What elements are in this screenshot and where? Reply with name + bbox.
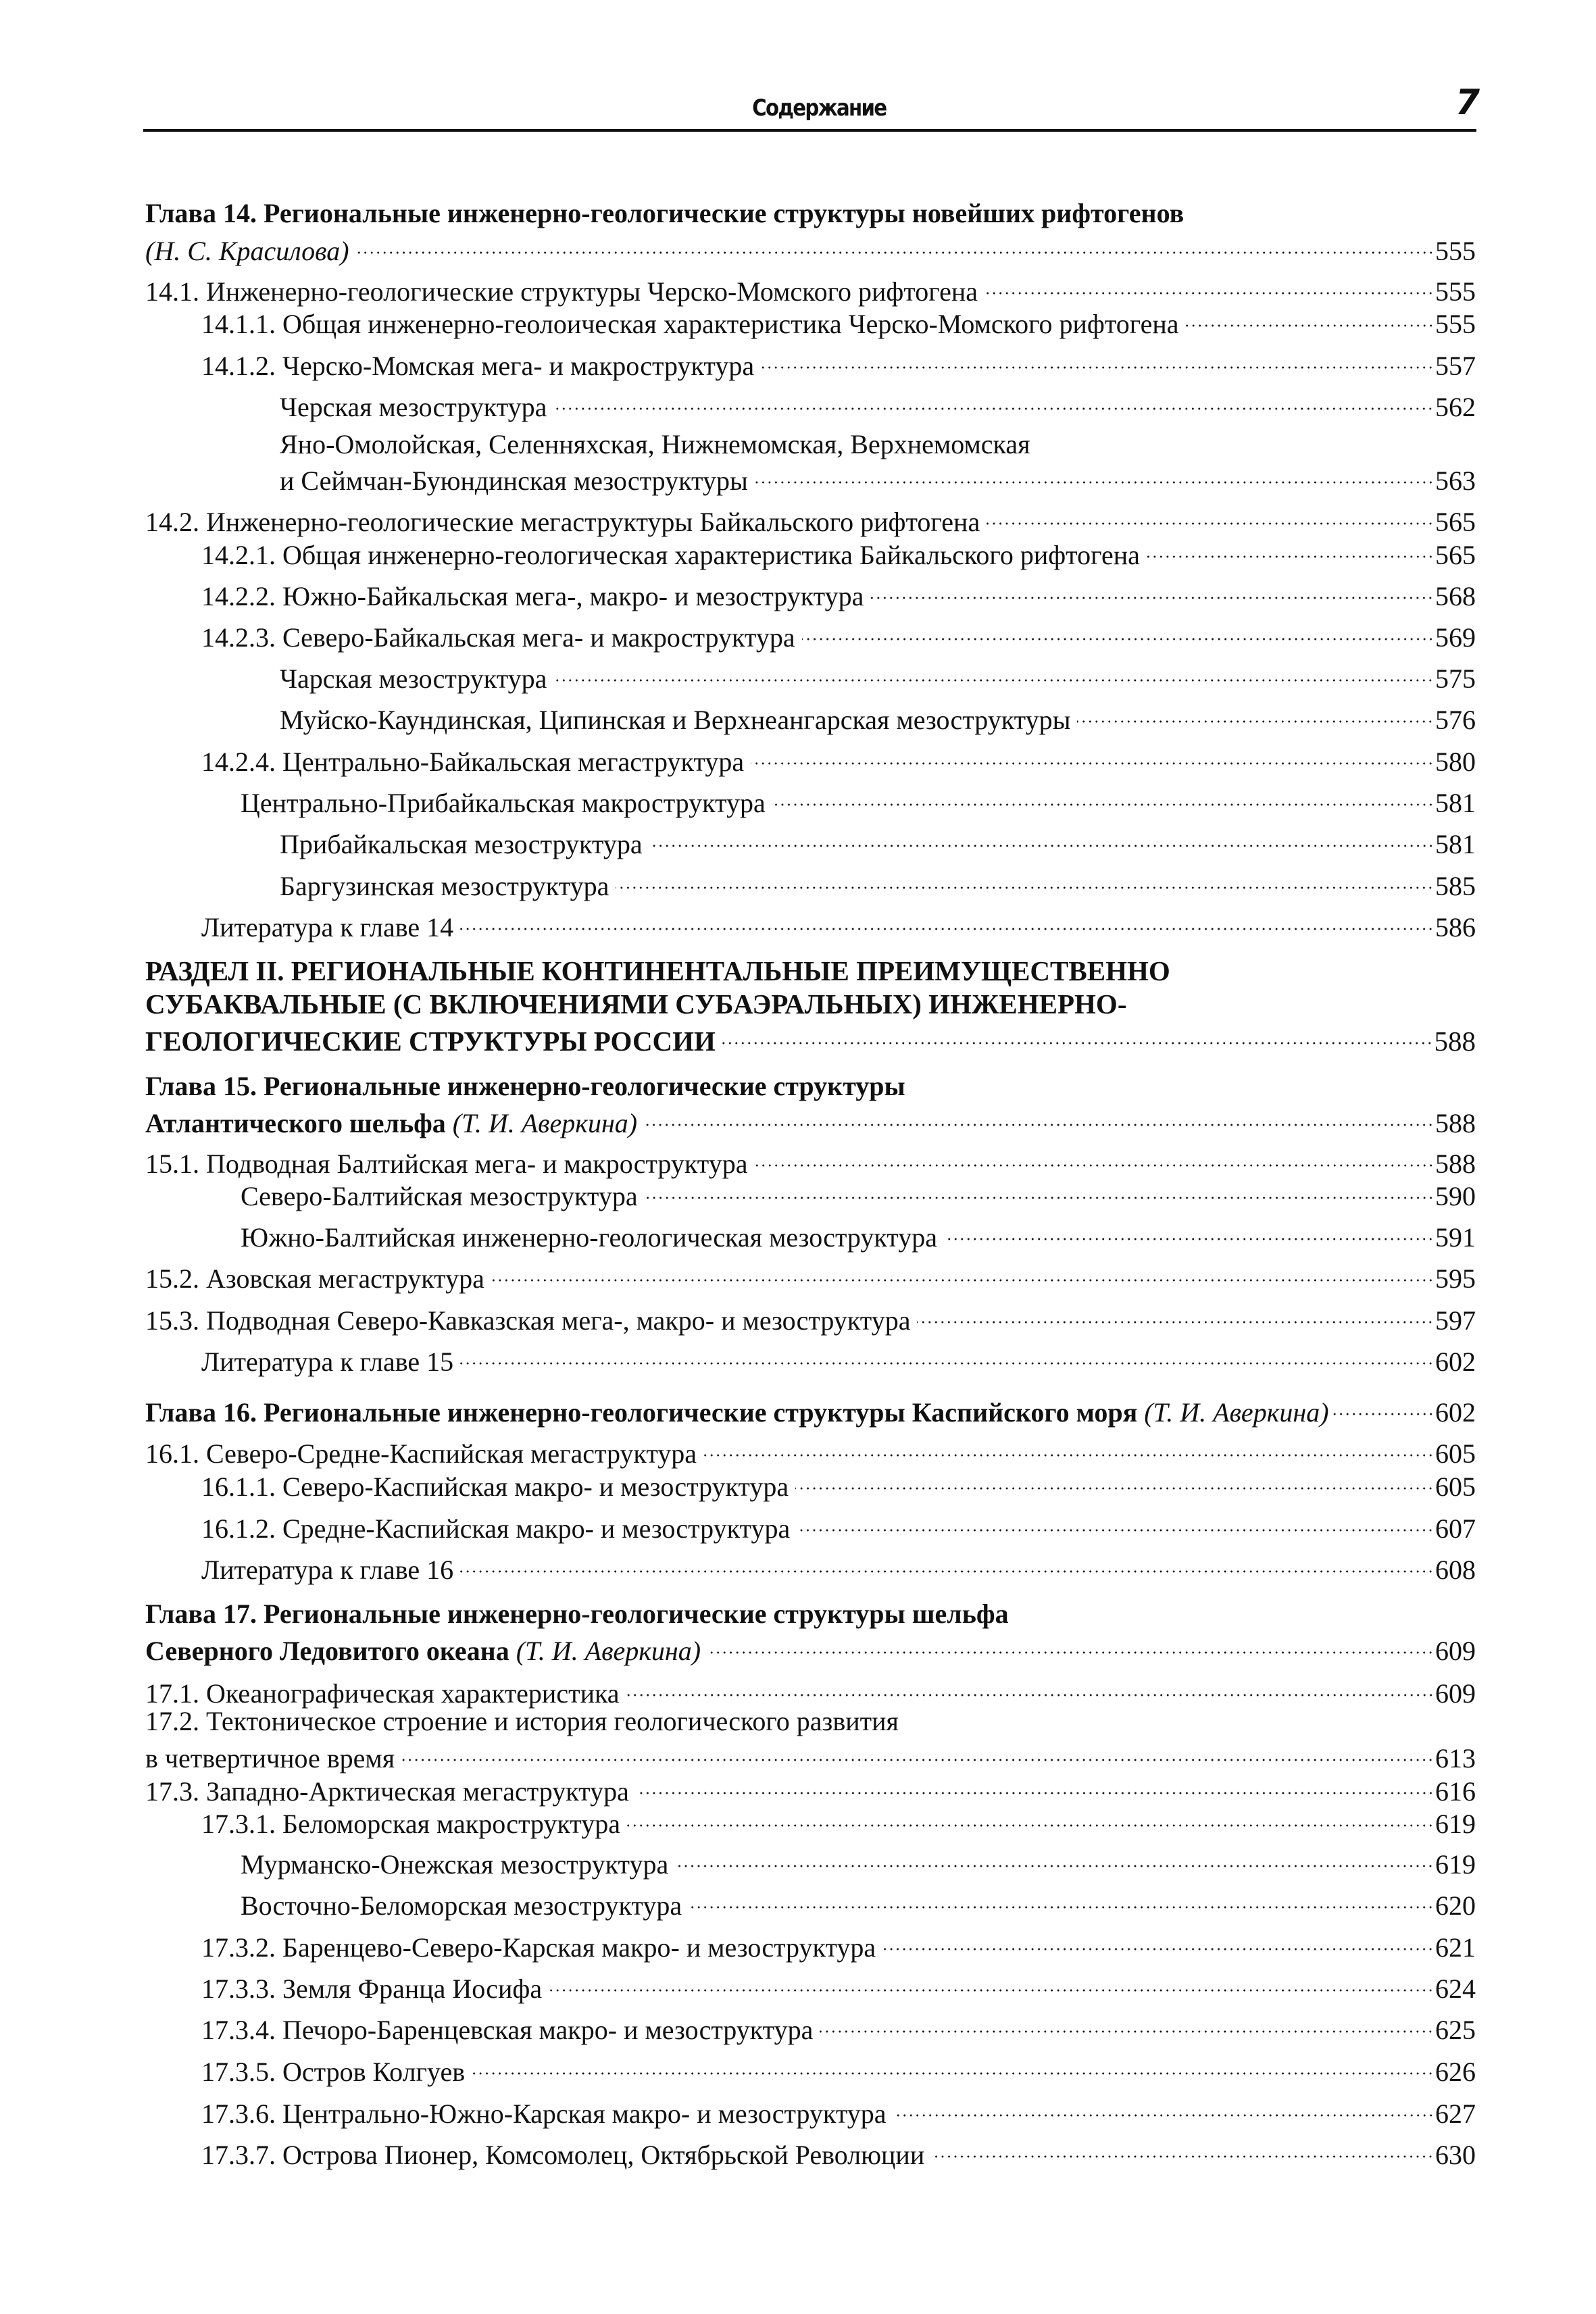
- page-ref: 562: [1435, 392, 1476, 422]
- toc-entry[interactable]: 17.3.4. Печоро-Баренцевская макро- и мезоструктура 625: [201, 2012, 1476, 2039]
- toc-entry[interactable]: 15.3. Подводная Северо-Кавказская мега-, макро- и мезоструктура 597: [145, 1303, 1476, 1330]
- toc-entry[interactable]: Чарская мезоструктура 575: [280, 661, 1476, 688]
- page-ref: 619: [1435, 1809, 1476, 1839]
- header-rule: [143, 129, 1476, 132]
- toc-entry[interactable]: 14.2.4. Центрально-Байкальская мегаструктура 580: [201, 744, 1476, 771]
- toc-entry[interactable]: 17.3.2. Баренцево-Северо-Карская макро- и мезоструктура 621: [201, 1930, 1476, 1957]
- dot-leader: [870, 578, 1434, 605]
- toc-entry[interactable]: Мурманско-Онежская мезоструктура 619: [241, 1846, 1476, 1873]
- dot-leader: [1186, 306, 1434, 333]
- toc-entry[interactable]: 16.1. Северо-Средне-Каспийская мегаструктура 605: [145, 1436, 1476, 1463]
- page-ref: 608: [1435, 1555, 1476, 1585]
- page-ref: 602: [1435, 1347, 1476, 1377]
- dot-leader: [772, 785, 1434, 812]
- toc-chapter-15-title[interactable]: Глава 15. Региональные инженерно-геологические структуры: [145, 1071, 905, 1101]
- toc-entry[interactable]: Баргузинская мезоструктура 585: [280, 868, 1476, 895]
- toc-entry[interactable]: Муйско-Каундинская, Ципинская и Верхнеангарская мезоструктуры 576: [280, 702, 1476, 729]
- dot-leader: [356, 233, 1434, 260]
- dot-leader: [401, 1740, 1434, 1767]
- page-ref: 597: [1435, 1305, 1476, 1336]
- toc-entry[interactable]: Центрально-Прибайкальская макроструктура 581: [241, 785, 1476, 812]
- toc-entry[interactable]: Восточно-Беломорская мезоструктура 620: [241, 1888, 1476, 1915]
- dot-leader: [751, 744, 1434, 771]
- toc-entry[interactable]: 14.1.1. Общая инженерно-геолоическая характеристика Черско-Момского рифтогена 555: [201, 306, 1476, 333]
- page-ref: 625: [1435, 2015, 1476, 2045]
- page-ref: 602: [1435, 1397, 1476, 1428]
- dot-leader: [616, 868, 1434, 895]
- dot-leader: [460, 1344, 1434, 1371]
- page-ref: 620: [1435, 1890, 1476, 1921]
- toc-chapter-16-entry[interactable]: Глава 16. Региональные инженерно-геологические структуры Каспийского моря (Т. И. Аверкина) 602: [145, 1394, 1476, 1422]
- toc-entry-references[interactable]: Литература к главе 15 602: [201, 1344, 1476, 1371]
- toc-entry[interactable]: в четвертичное время 613: [145, 1740, 1476, 1767]
- toc-entry-line1[interactable]: Яно-Омолойская, Селенняхская, Нижнемомская, Верхнемомская: [280, 429, 1030, 459]
- page-ref: 555: [1435, 236, 1476, 266]
- page-ref: 626: [1435, 2057, 1476, 2087]
- dot-leader: [460, 909, 1434, 936]
- toc-chapter-15-entry[interactable]: Атлантического шельфа (Т. И. Аверкина) 588: [145, 1105, 1476, 1132]
- page-ref: 609: [1435, 1636, 1476, 1666]
- author: (Н. С. Красилова): [145, 236, 349, 266]
- toc-entry[interactable]: Прибайкальская мезоструктура 581: [280, 826, 1476, 853]
- toc-entry[interactable]: 17.3.1. Беломорская макроструктура 619: [201, 1806, 1476, 1833]
- dot-leader: [675, 1846, 1434, 1873]
- dot-leader: [984, 274, 1434, 301]
- page-ref: 563: [1435, 466, 1476, 496]
- toc-entry[interactable]: и Сеймчан-Буюндинская мезоструктуры 563: [280, 463, 1476, 490]
- dot-leader: [553, 661, 1434, 688]
- author: (Т. И. Аверкина): [1144, 1397, 1329, 1428]
- dot-leader: [931, 2137, 1434, 2164]
- page-ref: 624: [1435, 1973, 1476, 2004]
- dot-leader: [944, 1219, 1434, 1247]
- dot-leader: [882, 1930, 1434, 1957]
- dot-leader: [893, 2096, 1434, 2123]
- page-ref: 627: [1435, 2098, 1476, 2129]
- dot-leader: [820, 2012, 1434, 2039]
- dot-leader: [755, 1146, 1434, 1173]
- page-ref: 613: [1435, 1743, 1476, 1774]
- dot-leader: [755, 463, 1434, 490]
- page-ref: 575: [1435, 663, 1476, 694]
- page-ref: 555: [1435, 309, 1476, 339]
- dot-leader: [549, 1971, 1434, 1998]
- toc-entry[interactable]: 16.1.2. Средне-Каспийская макро- и мезоструктура 607: [201, 1511, 1476, 1538]
- page-ref: 581: [1435, 788, 1476, 818]
- page-ref: 586: [1435, 912, 1476, 942]
- toc-entry[interactable]: 17.3.3. Земля Франца Иосифа 624: [201, 1971, 1476, 1998]
- dot-leader: [761, 348, 1434, 375]
- author: (Т. И. Аверкина): [452, 1108, 638, 1138]
- page-ref: 607: [1435, 1513, 1476, 1544]
- page-ref: 585: [1435, 871, 1476, 901]
- dot-leader: [1077, 702, 1434, 729]
- toc-entry[interactable]: 17.3. Западно-Арктическая мегаструктура 616: [145, 1774, 1476, 1801]
- dot-leader: [626, 1676, 1434, 1703]
- page-ref: 555: [1435, 276, 1476, 307]
- toc-section-2-entry[interactable]: ГЕОЛОГИЧЕСКИЕ СТРУКТУРЫ РОССИИ 588: [145, 1024, 1476, 1051]
- dot-leader: [797, 1511, 1434, 1538]
- page-ref: 557: [1435, 351, 1476, 381]
- page-ref: 591: [1435, 1222, 1476, 1253]
- page-ref: 588: [1434, 1026, 1476, 1057]
- dot-leader: [795, 1469, 1434, 1496]
- dot-leader: [645, 1178, 1434, 1205]
- page-ref: 576: [1435, 705, 1476, 735]
- toc-entry[interactable]: 14.1.2. Черско-Момская мега- и макроструктура 557: [201, 348, 1476, 375]
- page-ref: 580: [1435, 747, 1476, 777]
- page-ref: 605: [1435, 1438, 1476, 1469]
- toc-entry[interactable]: 14.2.3. Северо-Байкальская мега- и макроструктура 569: [201, 620, 1476, 647]
- page-ref: 616: [1435, 1776, 1476, 1807]
- dot-leader: [644, 1105, 1434, 1132]
- toc-entry-references[interactable]: Литература к главе 16 608: [201, 1552, 1476, 1579]
- toc-entry[interactable]: 17.3.6. Центрально-Южно-Карская макро- и мезоструктура 627: [201, 2096, 1476, 2123]
- page-ref: 605: [1435, 1472, 1476, 1502]
- author: (Т. И. Аверкина): [516, 1636, 701, 1666]
- toc-chapter-17-title[interactable]: Глава 17. Региональные инженерно-геологические структуры шельфа: [145, 1599, 1009, 1629]
- page-ref: 568: [1435, 581, 1476, 611]
- dot-leader: [649, 826, 1434, 853]
- dot-leader: [1330, 1394, 1434, 1422]
- toc-chapter-14-title[interactable]: Глава 14. Региональные инженерно-геологические структуры новейших рифтогенов: [145, 198, 1184, 228]
- toc-entry[interactable]: Южно-Балтийская инженерно-геологическая мезоструктура 591: [241, 1219, 1476, 1247]
- page-ref: 621: [1435, 1932, 1476, 1963]
- dot-leader: [987, 504, 1434, 531]
- page-ref: 588: [1435, 1108, 1476, 1138]
- dot-leader: [627, 1806, 1434, 1833]
- toc-chapter-17-entry[interactable]: Северного Ледовитого океана (Т. И. Аверкина) 609: [145, 1633, 1476, 1660]
- toc-section-2-title-line1[interactable]: РАЗДЕЛ II. РЕГИОНАЛЬНЫЕ КОНТИНЕНТАЛЬНЫЕ ПРЕИМУЩЕСТВЕННО: [145, 955, 1170, 986]
- toc-entry[interactable]: Черская мезоструктура 562: [280, 389, 1476, 416]
- dot-leader: [802, 620, 1434, 647]
- dot-leader: [689, 1888, 1434, 1915]
- page-ref: 630: [1435, 2140, 1476, 2170]
- toc-entry-references[interactable]: Литература к главе 14 586: [201, 909, 1476, 936]
- dot-leader: [472, 2054, 1434, 2081]
- page-ref: 590: [1435, 1181, 1476, 1211]
- toc-section-2-title-line2[interactable]: СУБАКВАЛЬНЫЕ (С ВКЛЮЧЕНИЯМИ СУБАЭРАЛЬНЫХ) ИНЖЕНЕРНО-: [145, 988, 1127, 1020]
- dot-leader: [1147, 537, 1434, 564]
- page-ref: 588: [1435, 1149, 1476, 1179]
- dot-leader: [917, 1303, 1434, 1330]
- toc-entry[interactable]: Северо-Балтийская мезоструктура 590: [241, 1178, 1476, 1205]
- page-ref: 581: [1435, 829, 1476, 859]
- toc-entry[interactable]: 17.3.5. Остров Колгуев 626: [201, 2054, 1476, 2081]
- dot-leader: [703, 1436, 1434, 1463]
- page-ref: 595: [1435, 1263, 1476, 1294]
- toc-entry[interactable]: 14.1. Инженерно-геологические структуры Черско-Момского рифтогена 555: [145, 274, 1476, 301]
- toc-entry[interactable]: 15.1. Подводная Балтийская мега- и макроструктура 588: [145, 1146, 1476, 1173]
- page-ref: 619: [1435, 1849, 1476, 1880]
- toc-entry[interactable]: 16.1.1. Северо-Каспийская макро- и мезоструктура 605: [201, 1469, 1476, 1496]
- page-ref: 569: [1435, 622, 1476, 653]
- page-ref: 609: [1435, 1678, 1476, 1709]
- toc-entry[interactable]: 14.2.2. Южно-Байкальская мега-, макро- и мезоструктура 568: [201, 578, 1476, 605]
- dot-leader: [636, 1774, 1434, 1801]
- dot-leader: [722, 1024, 1433, 1051]
- toc-entry[interactable]: 15.2. Азовская мегаструктура 595: [145, 1261, 1476, 1288]
- toc-entry[interactable]: 17.3.7. Острова Пионер, Комсомолец, Октябрьской Революции 630: [201, 2137, 1476, 2164]
- toc-entry-line1[interactable]: 17.2. Тектоническое строение и история геологического развития: [145, 1706, 899, 1736]
- page-ref: 565: [1435, 540, 1476, 570]
- running-header-title: Содержание: [752, 95, 887, 122]
- dot-leader: [460, 1552, 1434, 1579]
- page-ref: 565: [1435, 507, 1476, 537]
- dot-leader: [491, 1261, 1434, 1288]
- dot-leader: [707, 1633, 1434, 1660]
- toc-entry[interactable]: 14.2. Инженерно-геологические мегаструктуры Байкальского рифтогена 565: [145, 504, 1476, 531]
- dot-leader: [553, 389, 1434, 416]
- toc-chapter-14-entry[interactable]: [145, 233, 1476, 266]
- page-number: 7: [1455, 82, 1480, 123]
- toc-entry[interactable]: 14.2.1. Общая инженерно-геологическая характеристика Байкальского рифтогена 565: [201, 537, 1476, 564]
- toc-entry[interactable]: 17.1. Океанографическая характеристика 609: [145, 1676, 1476, 1703]
